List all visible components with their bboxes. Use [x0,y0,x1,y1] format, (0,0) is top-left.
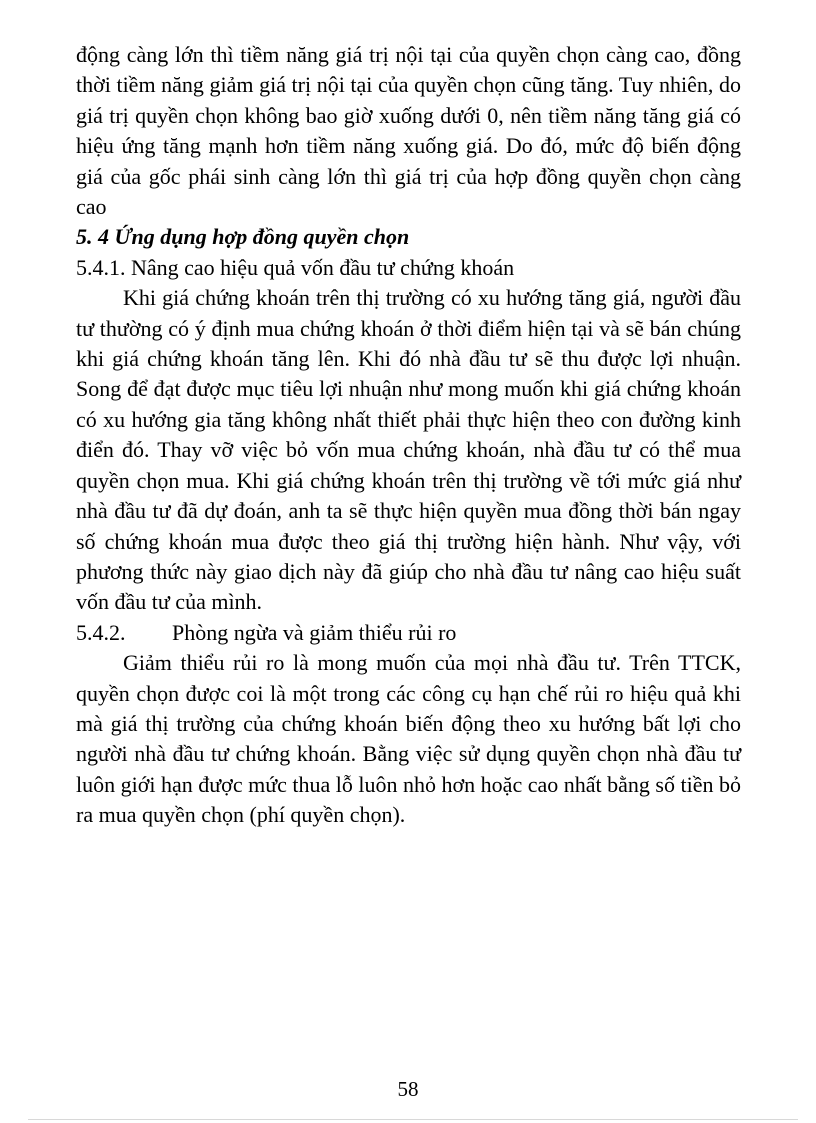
page-number: 58 [397,1077,419,1101]
subsection-2-paragraph: Giảm thiểu rủi ro là mong muốn của mọi nhà đầu tư. Trên TTCK, quyền chọn được coi là một trong các công cụ hạn chế rủi ro hiệu quả khi mà giá thị trường của chứng khoán biến động theo xu hướng bất lợi cho người nhà đầu tư chứng khoán. Bằng việc sử dụng quyền chọn nhà đầu tư luôn giới hạn được mức thua lỗ luôn nhỏ hơn hoặc cao nhất bằng số tiền bỏ ra mua quyền chọn (phí quyền chọn). [76,650,741,828]
subsection-1-paragraph: Khi giá chứng khoán trên thị trường có xu hướng tăng giá, người đầu tư thường có ý định mua chứng khoán ở thời điểm hiện tại và sẽ bán chúng khi giá chứng khoán tăng lên. Khi đó nhà đầu tư sẽ thu được lợi nhuận. Song để đạt được mục tiêu lợi nhuận như mong muốn khi giá chứng khoán có xu hướng gia tăng không nhất thiết phải thực hiện theo con đường kinh điển đó. Thay vỡ việc bỏ vốn mua chứng khoán, nhà đầu tư có thể mua quyền chọn mua. Khi giá chứng khoán trên thị trường về tới mức giá như nhà đầu tư đã dự đoán, anh ta sẽ thực hiện quyền mua đồng thời bán ngay số chứng khoán mua được theo giá thị trường hiện hành. Như vậy, với phương thức này giao dịch này đã giúp cho nhà đầu tư nâng cao hiệu suất vốn đầu tư của mình. [76,285,741,615]
page-bottom-rule [28,1119,798,1120]
intro-paragraph: động càng lớn thì tiềm năng giá trị nội tại của quyền chọn càng cao, đồng thời tiềm năng giảm giá trị nội tại của quyền chọn cũng tăng. Tuy nhiên, do giá trị quyền chọn không bao giờ xuống dưới 0, nên tiềm năng tăng giá có hiệu ứng tăng mạnh hơn tiềm năng xuống giá. Do đó, mức độ biến động giá của gốc phái sinh càng lớn thì giá trị của hợp đồng quyền chọn càng cao [76,42,741,220]
subsection-2-title: Phòng ngừa và giảm thiểu rủi ro [172,619,457,645]
subsection-2-heading [76,618,741,648]
section-heading: 5. 4 Ứng dụng hợp đồng quyền chọn [76,224,410,250]
subsection-2-number: 5.4.2. [76,619,126,645]
page-body [76,40,741,831]
subsection-1-title: 5.4.1. Nâng cao hiệu quả vốn đầu tư chứng khoán [76,254,515,280]
